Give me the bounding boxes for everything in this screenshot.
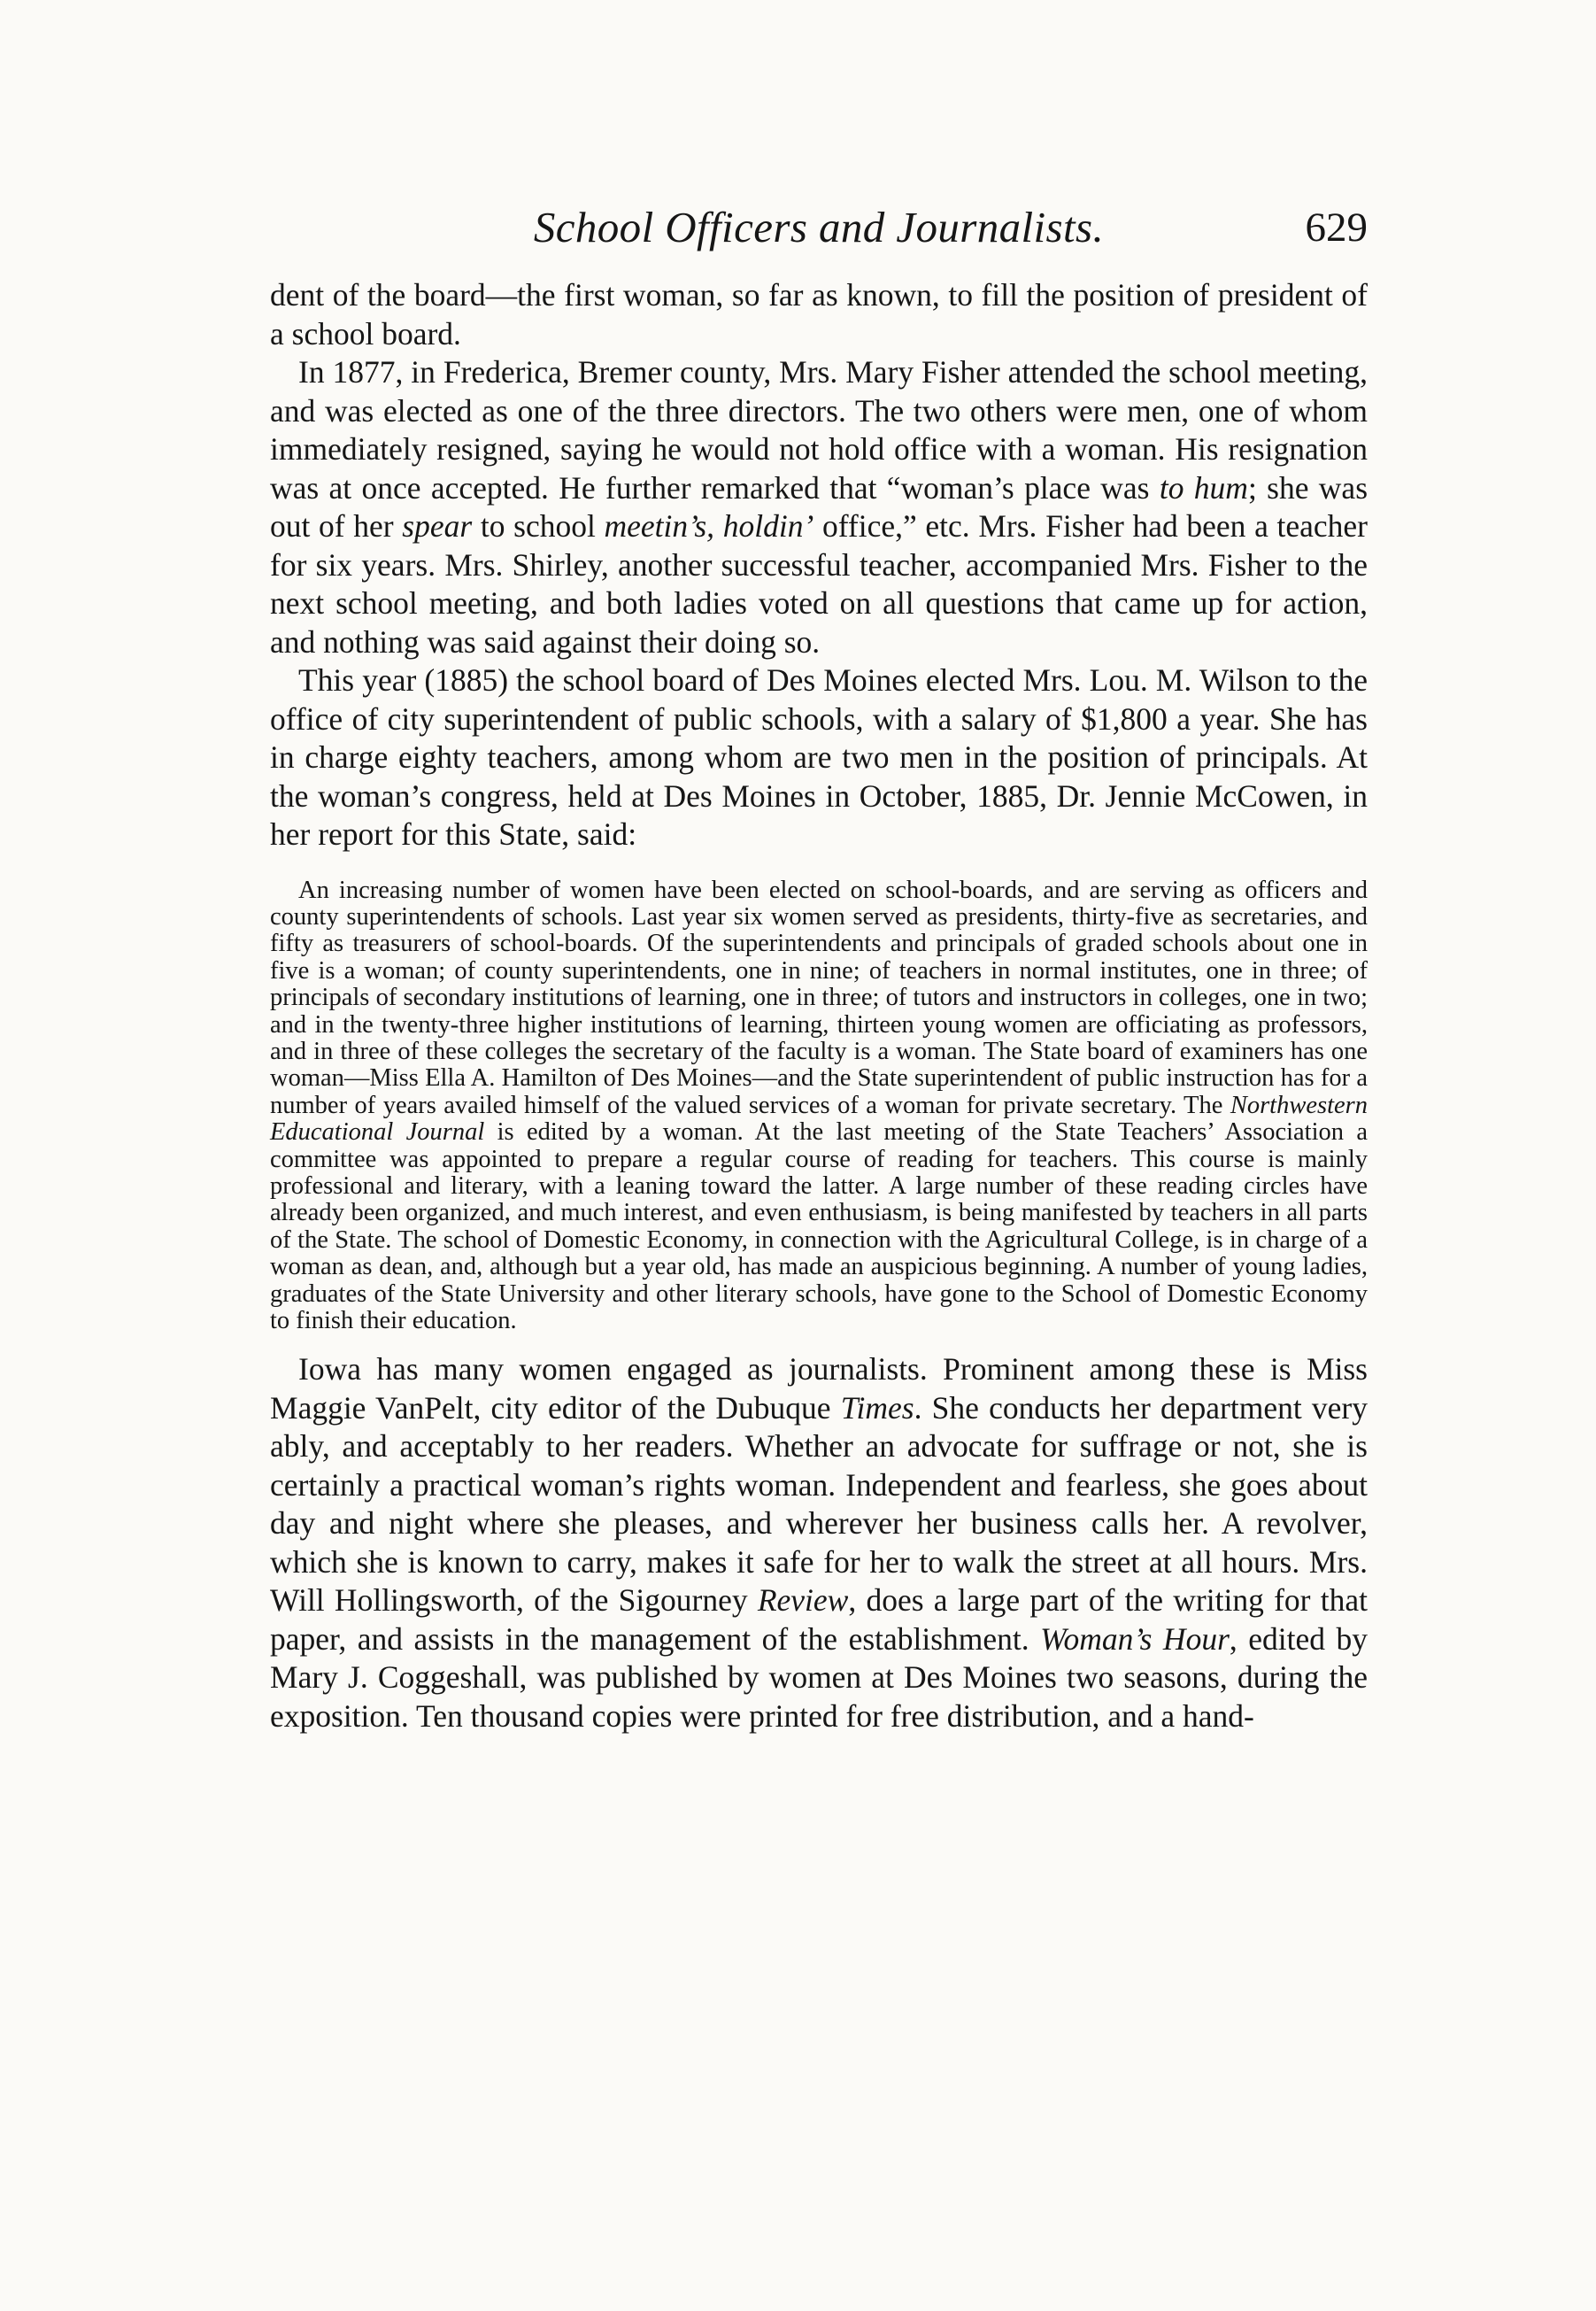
italic-run: Review — [757, 1582, 849, 1619]
text-run: , edited by Mary J. Coggeshall, was published by women at Des Moines two seasons, during the exposition. Ten thousand copies were printed for free distribution, and a hand- — [270, 1620, 1369, 1734]
text-run: Iowa has many women engaged as journalists. Prominent among these is Miss Maggie VanPelt, city editor of the Dubuque — [270, 1351, 1368, 1426]
paragraph-wilson: This year (1885) the school board of Des Moines elected Mrs. Lou. M. Wilson to the office of city superintendent of public schools, with a salary of $1,800 a year. She has in charge eighty teachers, among whom are two men in the position of principals. At the woman’s congress, held at Des Moines in October, 1885, Dr. Jennie McCowen, in her report for this State, said: — [270, 662, 1368, 852]
italic-run: Northwestern Educational Journal — [270, 1091, 1368, 1147]
text-run: office,” etc. Mrs. Fisher had been a teacher for six years. Mrs. Shirley, another successful teacher, accompanied Mrs. Fisher to the next school meeting, and both ladies voted on all questions that came up for action, and nothing was said against their doing so. — [270, 508, 1368, 660]
page-number: 629 — [1305, 205, 1368, 251]
paragraph-fisher — [270, 353, 1368, 661]
italic-run: Woman’s Hour — [1040, 1620, 1230, 1657]
paragraph-continued: dent of the board—the first woman, so far as known, to fill the position of president of a school board. — [270, 277, 1368, 352]
paragraph-journalists — [270, 1350, 1368, 1735]
italic-run: to hum — [1159, 469, 1248, 506]
italic-run: spear — [402, 508, 473, 544]
text-run: . She conducts her department very ably, and acceptably to her readers. Whether an advocate for suffrage or not, she is certainly a practical woman’s rights woman. Independent and fearless, she goes about day and night where she pleases, and wherever her business calls her. A revolver, which she is known to carry, makes it safe for her to walk the street at all hours. Mrs. Will Hollingsworth, of the Sigourney — [270, 1389, 1369, 1619]
text-run: ; she was out of her — [270, 469, 1369, 544]
text-run: is edited by a woman. At the last meeting of the State Teachers’ Association a committee was appointed to prepare a regular course of reading for teachers. This course is mainly professional and literary, with a leaning toward the latter. A large number of these reading circles have already been organized, and much interest, and even enthusiasm, is being manifested by teachers in all parts of the State. The school of Domestic Economy, in connection with the Agricultural College, is in charge of a woman as dean, and, although but a year old, has made an auspicious beginning. A number of young ladies, graduates of the State University and other literary schools, have gone to the School of Domestic Economy to finish their education. — [270, 1118, 1368, 1334]
text-run: to school — [472, 508, 605, 544]
block-quote — [270, 877, 1368, 1335]
text-run: , does a large part of the writing for that paper, and assists in the management of the establishment. — [270, 1582, 1368, 1657]
running-head — [270, 202, 1368, 276]
italic-run: meetin’s, holdin’ — [604, 508, 814, 544]
book-page — [270, 202, 1368, 1735]
text-run: In 1877, in Frederica, Bremer county, Mrs. Mary Fisher attended the school meeting, and was elected as one of the three directors. The two others were men, one of whom immediately resigned, saying he would not hold office with a woman. His resignation was at once accepted. He further remarked that “woman’s place was — [270, 354, 1368, 506]
running-title: School Officers and Journalists. — [533, 203, 1105, 251]
italic-run: Times — [840, 1389, 914, 1426]
text-run: An increasing number of women have been elected on school-boards, and are serving as officers and county superintendents of schools. Last year six women served as presidents, thirty-five as secretaries, and fifty as treasurers of school-boards. Of the superintendents and principals of graded schools about one in five is a woman; of county superintendents, one in nine; of teachers in normal institutes, one in three; of principals of secondary institutions of learning, one in three; of tutors and instructors in colleges, one in two; and in the twenty-three higher institutions of learning, thirteen young women are officiating as professors, and in three of these colleges the secretary of the faculty is a woman. The State board of examiners has one woman—Miss Ella A. Hamilton of Des Moines—and the State superintendent of public instruction has for a number of years availed himself of the valued services of a woman for private secretary. The — [270, 876, 1368, 1119]
